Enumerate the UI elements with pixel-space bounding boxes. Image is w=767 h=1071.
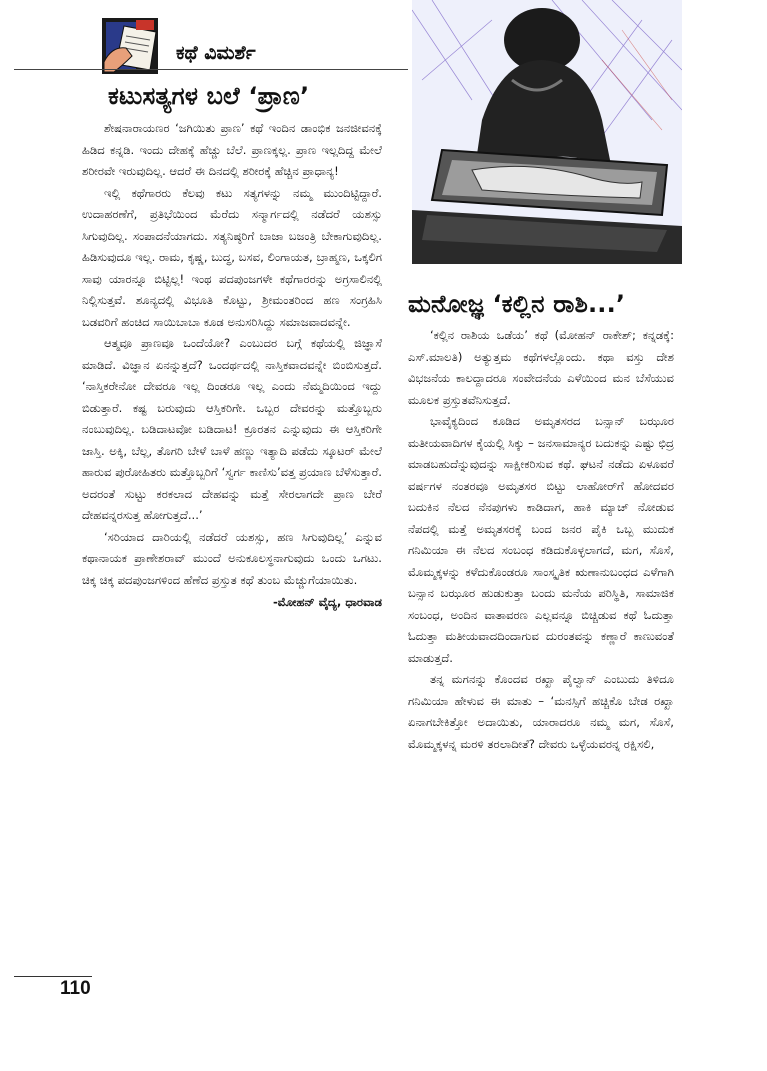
section-label: ಕಥೆ ವಿಮರ್ಶೆ xyxy=(176,42,256,64)
article2-headline: ಮನೋಜ್ಞ ‘ಕಲ್ಲಿನ ರಾಶಿ...’ xyxy=(408,290,626,318)
article2-paragraph: ‘ಕಲ್ಲಿನ ರಾಶಿಯ ಒಡೆಯ’ ಕಥೆ (ಮೋಹನ್ ರಾಕೇಶ್; ಕನ್ನಡಕ್ಕೆ: ಎಸ್.ಮಾಲತಿ) ಅತ್ಯುತ್ತಮ ಕಥೆಗಳಲ್ಲೊಂದು. ಕಥಾ ವಸ್ತು ದೇಶ ವಿಭಜನೆಯ ಕಾಲದ್ದಾದರೂ ಸಂವೇದನೆಯ ಎಳೆಯಿಂದ ಮನ ಬೆಸೆಯುವ ಮೂಲಕ ಪ್ರಸ್ತುತವೆನಿಸುತ್ತದೆ. xyxy=(408,328,674,407)
article1-headline: ಕಟುಸತ್ಯಗಳ ಬಲೆ ‘ಪ್ರಾಣ’ xyxy=(108,82,310,110)
article1-paragraph: ಆತ್ಮವೂ ಪ್ರಾಣವೂ ಒಂದೆಯೋ? ಎಂಬುದರ ಬಗ್ಗೆ ಕಥೆಯಲ್ಲಿ ಜಿಜ್ಞಾಸೆ ಮಾಡಿದೆ. ವಿಜ್ಞಾನ ಏನನ್ನುತ್ತದೆ? ಒಂದರ್ಥದಲ್ಲಿ ನಾಸ್ತಿಕವಾದವನ್ನೇ ಬಿಂಬಿಸುತ್ತದೆ. ‘ನಾಸ್ತಿಕರೇನೋ ದೇವರೂ ಇಲ್ಲ ದಿಂಡರೂ ಇಲ್ಲ ಎಂದು ನೆಮ್ಮದಿಯಿಂದ ಇದ್ದು ಬಿಡುತ್ತಾರೆ. ಕಷ್ಟ ಬರುವುದು ಆಸ್ತಿಕರಿಗೇ. ಒಬ್ಬರ ದೇವರನ್ನು ಮತ್ತೊಬ್ಬರು ನಂಬುವುದಿಲ್ಲ. ಬಡಿದಾಟವೋ ಬಡಿದಾಟ! ಕ್ರೂರತನ ಎನ್ನುವುದು ಈ ಆಸ್ತಿಕರಿಗೇ ಜಾಸ್ತಿ. ಅಕ್ಕಿ, ಬೆಲ್ಲ, ತೊಗರಿ ಬೇಳೆ ಬಾಳೆ ಹಣ್ಣು ಇತ್ಯಾದಿ ಪಡೆದು ಸ್ಕೂಟರ್ ಮೇಲೆ ಹಾರುವ ಪುರೋಹಿತರು ಮತ್ತೊಬ್ಬರಿಗೆ ‘ಸ್ವರ್ಗ ಕಾಣಿಸು’ವತ್ತ ಪ್ರಯಾಣ ಬೆಳೆಸುತ್ತಾರೆ. ಅದರಂತೆ ಸುಟ್ಟು ಕರಕಲಾದ ದೇಹವನ್ನು ಮತ್ತೆ ಸೇರಲಾಗದೇ ಪ್ರಾಣ ಬೇರೆ ದೇಹವನ್ನರಸುತ್ತ ಹೋಗುತ್ತದೆ...’ xyxy=(82,336,382,522)
page-number: 110 xyxy=(60,978,91,999)
article2-paragraph: ಭಾವೈಕ್ಯದಿಂದ ಕೂಡಿದ ಅಮೃತಸರದ ಬನ್ಸಾನ್ ಬಝೂರ ಮತೀಯವಾದಿಗಳ ಕೈಯಲ್ಲಿ ಸಿಕ್ಕು – ಜನಸಾಮಾನ್ಯರ ಬದುಕನ್ನು ಎಷ್ಟು ಛಿದ್ರ ಮಾಡಬಹುದೆನ್ನುವುದನ್ನು ಸಾಕ್ಷೀಕರಿಸುವ ಕಥೆ. ಘಟನೆ ನಡೆದು ಏಳೂವರೆ ವರ್ಷಗಳ ನಂತರವೂ ಅಮೃತಸರ ಬಿಟ್ಟು ಲಾಹೋರ್‌ಗೆ ಹೋದವರ ಬದುಕಿನ ನೆಲದ ನೆನಪುಗಳು ಕಾಡಿದಾಗ, ಹಾಕಿ ಮ್ಯಾಚ್ ನೋಡುವ ನೆಪದಲ್ಲಿ ಮತ್ತೆ ಅಮೃತಸರಕ್ಕೆ ಬಂದ ಜನರ ಪೈಕಿ ಒಬ್ಬ ಮುದುಕ ಗನಿಮಿಯಾ ಈ ನೆಲದ ಸಂಬಂಧ ಕಡಿದುಕೊಳ್ಳಲಾಗದೆ, ಮಗ, ಸೊಸೆ, ಮೊಮ್ಮಕ್ಕಳನ್ನು ಕಳೆದುಕೊಂಡರೂ ಸಾಂಸ್ಕೃತಿಕ ಋಣಾನುಬಂಧದ ಎಳೆಗಾಗಿ ಬನ್ಸಾನ ಬಝೂರ ಹುಡುಕುತ್ತಾ ಬಂದು ಮನೆಯ ಪರಿಸ್ಥಿತಿ, ಸಾಮಾಜಿಕ ಸಂಬಂಧ, ಅಂದಿನ ವಾತಾವರಣ ಎಲ್ಲವನ್ನೂ ಬಿಚ್ಚಿಡುವ ಕಥೆ ಓದುತ್ತಾ ಓದುತ್ತಾ ಮತೀಯವಾದದಿಂದಾಗುವ ದುರಂತವನ್ನು ಕಣ್ಣಾರೆ ಕಾಣುವಂತೆ ಮಾಡುತ್ತದೆ. xyxy=(408,414,674,665)
reading-hand-logo-icon xyxy=(102,18,158,74)
article1-body xyxy=(82,118,382,614)
footer-divider xyxy=(14,976,92,977)
article1-paragraph: ‘ಸರಿಯಾದ ದಾರಿಯಲ್ಲಿ ನಡೆದರೆ ಯಶಸ್ಸು, ಹಣ ಸಿಗುವುದಿಲ್ಲ’ ಎನ್ನುವ ಕಥಾನಾಯಕ ಪ್ರಾಣೇಶರಾವ್ ಮುಂದೆ ಅನುಕೂಲಸ್ಥನಾಗುವುದು ಒಂದು ಒಗಟು. ಚಿಕ್ಕ ಚಿಕ್ಕ ಪದಪುಂಜಗಳಿಂದ ಹೆಣೆದ ಪ್ರಸ್ತುತ ಕಥೆ ತುಂಬ ಮೆಚ್ಚುಗೆಯಾಯಿತು. xyxy=(82,529,382,587)
story-illustration-icon xyxy=(412,0,682,264)
article1-paragraph: ಶೇಷನಾರಾಯಣರ ‘ಜಗಿಯಿತು ಪ್ರಾಣ’ ಕಥೆ ಇಂದಿನ ಡಾಂಭಿಕ ಜನಜೀವನಕ್ಕೆ ಹಿಡಿದ ಕನ್ನಡಿ. ಇಂದು ದೇಹಕ್ಕೆ ಹೆಚ್ಚು ಬೆಲೆ. ಪ್ರಾಣಕ್ಕಲ್ಲ. ಪ್ರಾಣ ಇಲ್ಲದಿದ್ದ ಮೇಲೆ ಶರೀರವೇ ಇರುವುದಿಲ್ಲ. ಆದರೆ ಈ ದಿನದಲ್ಲಿ ಶರೀರಕ್ಕೆ ಹೆಚ್ಚಿನ ಪ್ರಾಧಾನ್ಯ! xyxy=(82,121,382,178)
article1-paragraph: ಇಲ್ಲಿ ಕಥೆಗಾರರು ಕೆಲವು ಕಟು ಸತ್ಯಗಳನ್ನು ನಮ್ಮ ಮುಂದಿಟ್ಟಿದ್ದಾರೆ. ಉದಾಹರಣೆಗೆ, ಪ್ರತಿಭೆಯಿಂದ ಮೆರೆದು ಸನ್ಮಾರ್ಗದಲ್ಲಿ ನಡೆದರೆ ಯಶಸ್ಸು ಸಿಗುವುದಿಲ್ಲ. ಸಂಪಾದನೆಯಾಗದು. ಸತ್ಯನಿಷ್ಠರಿಗೆ ಬಾಜಾ ಬಜಂತ್ರಿ ಬೇಕಾಗುವುದಿಲ್ಲ. ಹಿಡಿಸುವುದೂ ಇಲ್ಲ. ರಾಮ, ಕೃಷ್ಣ, ಬುದ್ಧ, ಬಸವ, ಲಿಂಗಾಯತ, ಬ್ರಾಹ್ಮಣ, ಒಕ್ಕಲಿಗ ಸಾವು ಯಾರನ್ನೂ ಬಿಟ್ಟಿಲ್ಲ! ಇಂಥ ಪದಪುಂಜಗಳೇ ಕಥೆಗಾರರನ್ನು ಅಗ್ರಸಾಲಿನಲ್ಲಿ ನಿಲ್ಲಿಸುತ್ತವೆ. ಶೂನ್ಯದಲ್ಲಿ ವಿಭೂತಿ ಕೊಟ್ಟು, ಶ್ರೀಮಂತರಿಂದ ಹಣ ಸಂಗ್ರಹಿಸಿ ಬಡವರಿಗೆ ಹಂಚಿದ ಸಾಯಿಬಾಬಾ ಕೂಡ ಅನುಸರಿಸಿದ್ದು ಸಮಾಜವಾದವನ್ನೇ. xyxy=(82,185,382,329)
section-header xyxy=(100,14,410,74)
header-divider xyxy=(14,69,408,70)
article1-signature: -ಮೋಹನ್ ವೈದ್ಯ, ಧಾರವಾಡ xyxy=(272,595,382,609)
article2-body xyxy=(408,325,674,755)
article2-paragraph: ತನ್ನ ಮಗನನ್ನು ಕೊಂದವ ರಖ್ಖಾ ಪೈಲ್ವಾನ್ ಎಂಬುದು ತಿಳಿದೂ ಗನಿಮಿಯಾ ಹೇಳುವ ಈ ಮಾತು – ‘ಮನಸ್ಸಿಗೆ ಹಚ್ಚಿಕೊ ಬೇಡ ರಖ್ಖಾ ಏನಾಗಬೇಕಿತ್ತೋ ಅದಾಯಿತು, ಯಾರಾದರೂ ನಮ್ಮ ಮಗ, ಸೊಸೆ, ಮೊಮ್ಮಕ್ಕಳನ್ನ ಮರಳಿ ತರಲಾದೀತೆ? ದೇವರು ಒಳ್ಳೆಯವರನ್ನ ರಕ್ಷಿಸಲಿ, xyxy=(408,672,674,751)
